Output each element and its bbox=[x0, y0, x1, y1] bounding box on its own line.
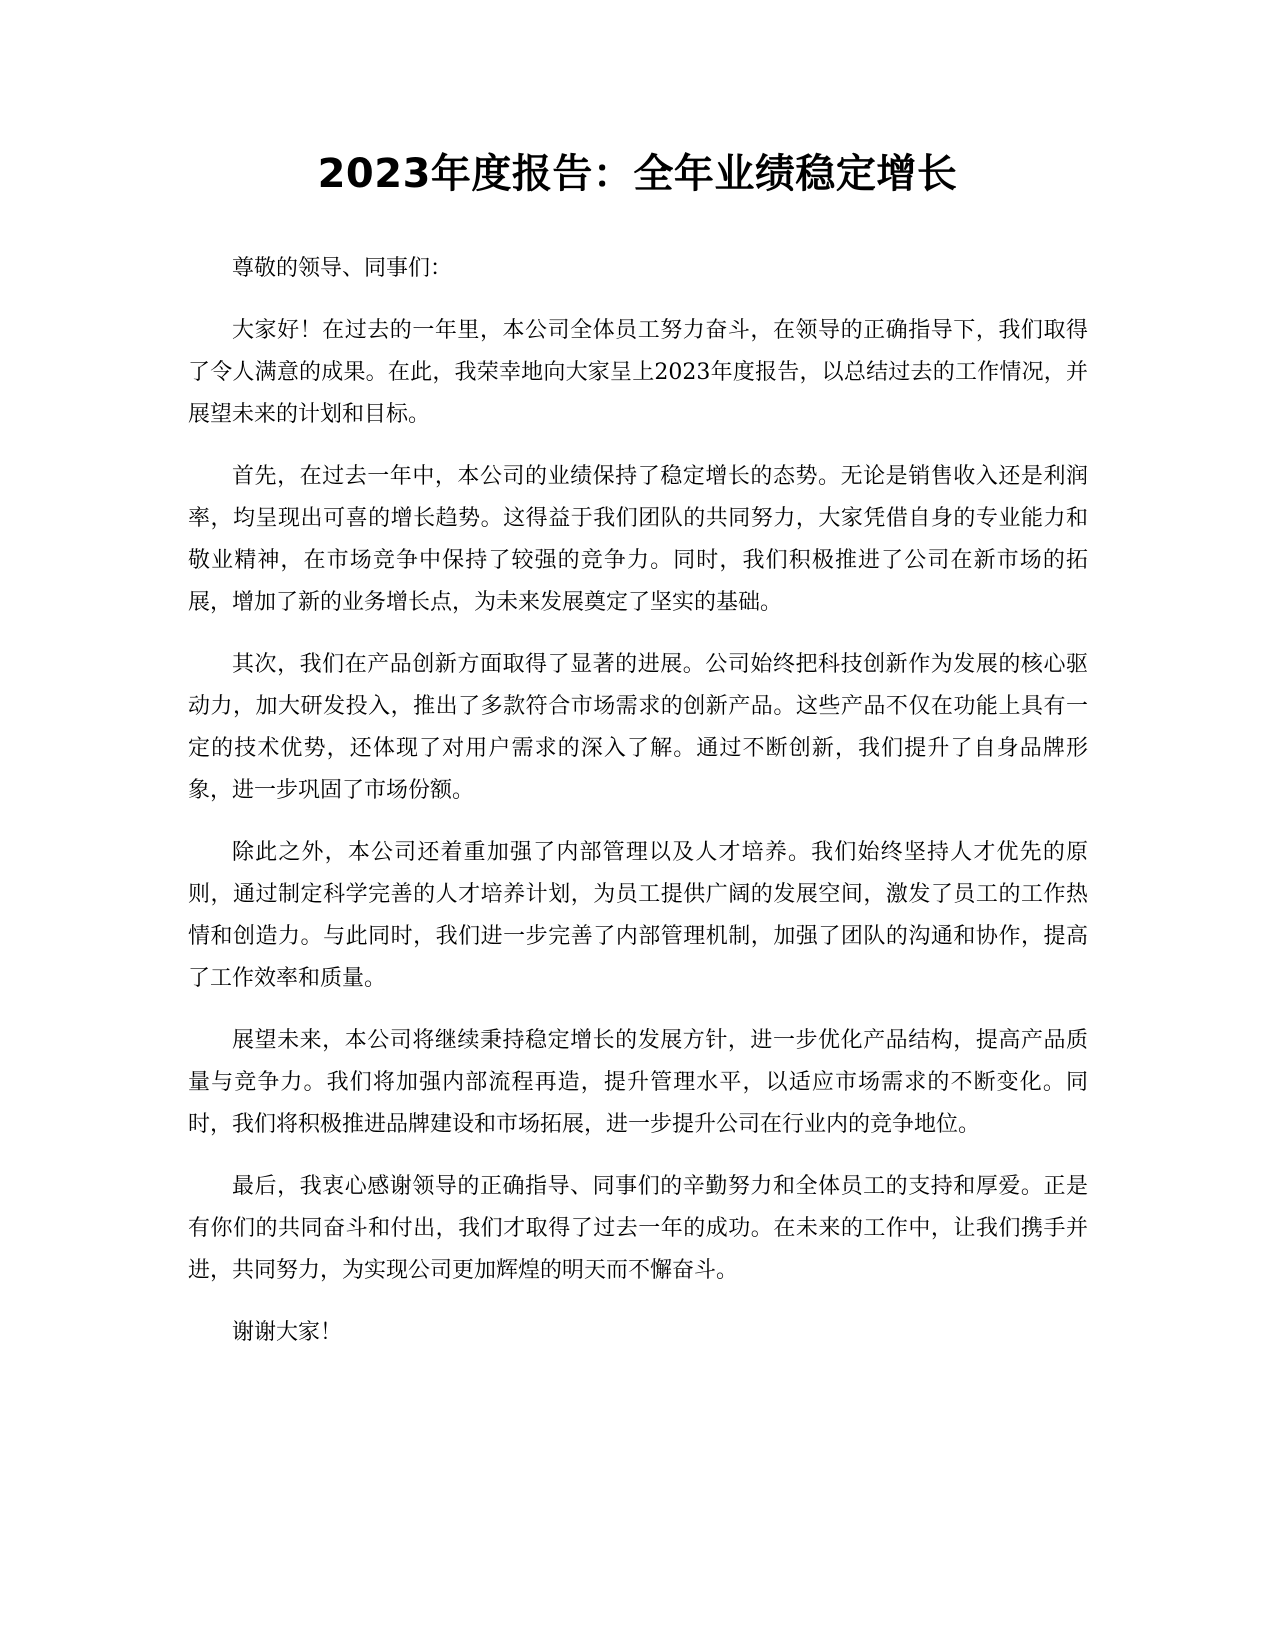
paragraph-outlook: 展望未来，本公司将继续秉持稳定增长的发展方针，进一步优化产品结构，提高产品质量与竞争力。我们将加强内部流程再造，提升管理水平，以适应市场需求的不断变化。同时，我们将积极推进品牌建设和市场拓展，进一步提升公司在行业内的竞争地位。 bbox=[188, 1028, 1088, 1137]
paragraph-performance: 首先，在过去一年中，本公司的业绩保持了稳定增长的态势。无论是销售收入还是利润率，均呈现出可喜的增长趋势。这得益于我们团队的共同努力，大家凭借自身的专业能力和敬业精神，在市场竞争中保持了较强的竞争力。同时，我们积极推进了公司在新市场的拓展，增加了新的业务增长点，为未来发展奠定了坚实的基础。 bbox=[188, 464, 1088, 615]
paragraph-management: 除此之外，本公司还着重加强了内部管理以及人才培养。我们始终坚持人才优先的原则，通过制定科学完善的人才培养计划，为员工提供广阔的发展空间，激发了员工的工作热情和创造力。与此同时，我们进一步完善了内部管理机制，加强了团队的沟通和协作，提高了工作效率和质量。 bbox=[188, 840, 1088, 991]
document-title: 2023年度报告：全年业绩稳定增长 bbox=[317, 151, 958, 197]
paragraph-thanks: 最后，我衷心感谢领导的正确指导、同事们的辛勤努力和全体员工的支持和厚爱。正是有你们的共同奋斗和付出，我们才取得了过去一年的成功。在未来的工作中，让我们携手并进，共同努力，为实现公司更加辉煌的明天而不懈奋斗。 bbox=[188, 1174, 1088, 1283]
salutation: 尊敬的领导、同事们： bbox=[232, 256, 453, 281]
paragraph-innovation: 其次，我们在产品创新方面取得了显著的进展。公司始终把科技创新作为发展的核心驱动力，加大研发投入，推出了多款符合市场需求的创新产品。这些产品不仅在功能上具有一定的技术优势，还体现了对用户需求的深入了解。通过不断创新，我们提升了自身品牌形象，进一步巩固了市场份额。 bbox=[188, 652, 1088, 803]
document-body bbox=[188, 248, 1088, 1374]
closing: 谢谢大家！ bbox=[232, 1320, 343, 1345]
paragraph-greeting: 大家好！在过去的一年里，本公司全体员工努力奋斗，在领导的正确指导下，我们取得了令人满意的成果。在此，我荣幸地向大家呈上2023年度报告，以总结过去的工作情况，并展望未来的计划和目标。 bbox=[188, 318, 1088, 427]
